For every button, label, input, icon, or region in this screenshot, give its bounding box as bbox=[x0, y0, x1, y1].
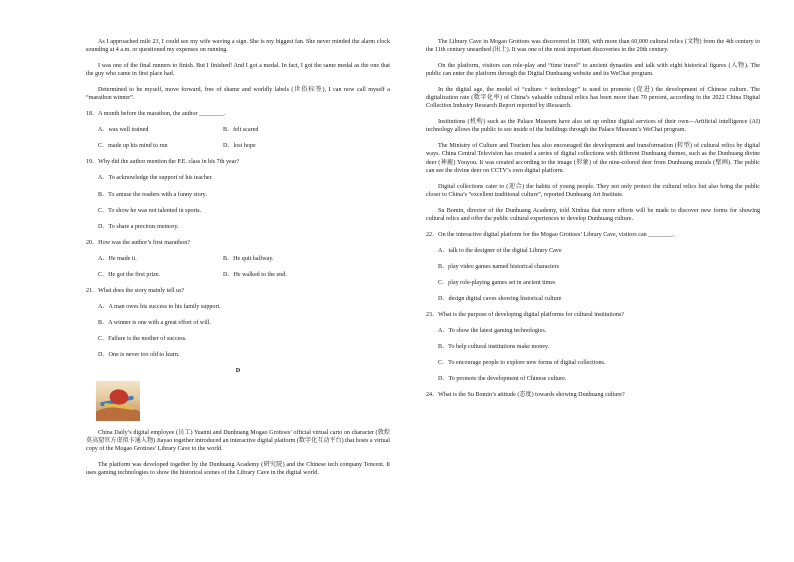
option-c: C．To encourage people to explore new forms of digital collections. bbox=[438, 360, 606, 367]
passage-paragraph: On the platform, visitors can role-play and “time travel” to ancient dynasties and talk with eight historical figures (人物). The public can enter the platform through the Digital Dunhuang website and its WeChat program. bbox=[426, 63, 760, 78]
option-c: C．play role-playing games set in ancient times bbox=[438, 279, 556, 286]
passage-paragraph: Determined to be myself, move forward, free of shame and worldly labels (世俗标签), I can now call myself a “marathon winner”. bbox=[86, 87, 390, 102]
question-22 bbox=[426, 231, 760, 303]
option-d: D．One is never too old to learn. bbox=[98, 351, 180, 358]
question-stem: 24．What is the Su Bomin’s attitude (态度) towards showing Dunhuang culture? bbox=[426, 392, 625, 399]
option-a: A．To show the latest gaming technologies. bbox=[438, 328, 547, 335]
option-d: D．lost hope bbox=[223, 143, 256, 150]
passage-paragraph: Digital collections cater to (迎合) the habits of young people. They not only protect the cultural relics but also bring the public closer to China’s “excellent traditional culture”, reported Dunhuang Art Institute. bbox=[426, 183, 760, 198]
option-b: B．felt scared bbox=[223, 127, 259, 134]
question-stem: 18．A month before the marathon, the author ________. bbox=[86, 111, 225, 118]
passage-paragraph: Institutions (机构) such as the Palace Museum have also set up online digital services of their own—Artificial intelligence (AI) technology allows the public to see inside of the buildings through the Palace Museum’s WeChat program. bbox=[426, 119, 760, 134]
option-c: C．He got the first prize. bbox=[98, 271, 161, 278]
passage-paragraph: The Library Cave in Mogao Grottoes was discovered in 1900, with more than 60,000 cultural relics (文物) from the 4th century to the 11th century unearthed (出土). It was one of the most important discoveries in the 20th century. bbox=[426, 39, 760, 54]
option-b: B．play video games named historical characters bbox=[438, 263, 559, 270]
option-a: A．was well trained bbox=[98, 127, 149, 134]
question-stem: 19．Why did the author mention the P.E. class in his 7th year? bbox=[86, 159, 240, 166]
question-18 bbox=[86, 110, 390, 150]
passage-paragraph: Su Bomin, director of the Dunhuang Academy, told Xinhua that more efforts will be made to discover new forms for showing cultural relics and offer the public cultural experiences to develop Dunhuang culture. bbox=[426, 207, 760, 222]
option-b: B．To amuse the readers with a funny story. bbox=[98, 191, 207, 198]
section-letter: D bbox=[235, 368, 241, 375]
passage-paragraph: The platform was developed together by the Dunhuang Academy (研究院) and the Chinese tech company Tencent. It uses gaming technologies to show the historical scenes of the Library Cave in the digital world. bbox=[86, 462, 390, 477]
question-stem: 21．What does the story mainly tell us? bbox=[86, 287, 185, 294]
question-stem: 20．How was the author’s first marathon? bbox=[86, 239, 190, 246]
right-column bbox=[426, 38, 760, 407]
option-row bbox=[98, 126, 390, 134]
option-d: D．To share a precious memory. bbox=[98, 223, 179, 230]
option-d: D．design digital caves showing historical culture bbox=[438, 295, 562, 302]
left-column bbox=[86, 38, 390, 485]
question-20 bbox=[86, 239, 390, 279]
question-21 bbox=[86, 287, 390, 359]
option-a: A．talk to the designer of the digital Library Cave bbox=[438, 247, 562, 254]
passage-paragraph: The Ministry of Culture and Tourism has also encouraged the development and transformation (转型) of cultural relics by digital ways. China Central Television has created a series of digital collections with different Dunhuang themes, such as the Dunhuang divine deer (神鹿) Youyou. It was created according to the image (形象) of the nine-colored deer from Dunhuang murals (壁画). The public can see the divine deer on CCTV’s own digital platform. bbox=[426, 143, 760, 174]
option-a: A．To acknowledge the support of his teacher. bbox=[98, 175, 213, 182]
question-stem: 23．What is the purpose of developing digital platforms for cultural institutions? bbox=[426, 312, 625, 319]
question-24 bbox=[426, 391, 760, 399]
option-row bbox=[98, 255, 390, 263]
option-d: D．To promote the development of Chinese culture. bbox=[438, 376, 567, 383]
option-c: C．Failure is the mother of success. bbox=[98, 335, 187, 342]
passage-paragraph: China Daily’s digital employee (员工) Yuanni and Dunhuang Mogao Grottoes’ official virtual carto on character (敦煌莫高窟官方虚拟卡通人物) Jiayao together introduced an interactive digital platform (数字化互动平台) that hosts a virtual copy of the Mogao Grottoes’ Library Cave to the world. bbox=[86, 430, 390, 453]
passage-paragraph: In the digital age, the model of “culture + technology” is used to promote (促进) the development of Chinese culture. The digitalization rate (数字化率) of China’s valuable cultural relics has been more than 70 percent, according to the 2022 China Digital Collection Industry Research Report reported by iResearch. bbox=[426, 87, 760, 110]
question-stem: 22．On the interactive digital platform for the Mogao Grottoes’ Library Cave, visitors can ________. bbox=[426, 231, 675, 238]
option-b: B．A winner is one with a great effort of will. bbox=[98, 319, 211, 326]
option-c: C．To show he was not talented in sports. bbox=[98, 207, 202, 214]
option-a: A．A man owes his success to his family support. bbox=[98, 303, 221, 310]
question-19 bbox=[86, 158, 390, 230]
option-b: B．He quit halfway. bbox=[223, 255, 274, 262]
passage-paragraph: As I approached mile 23, I could see my wife waving a sign. She is my biggest fan. She never minded the alarm clock sounding at 4 a.m. or questioned my expenses on running. bbox=[86, 39, 390, 54]
dunhuang-illustration bbox=[96, 381, 140, 421]
option-row bbox=[98, 271, 390, 279]
passage-paragraph: I was one of the final runners to finish. But I finished! And I got a medal. In fact, I got the same medal as the one that the guy who came in first place had. bbox=[86, 63, 390, 78]
option-a: A．He made it. bbox=[98, 255, 137, 262]
option-row bbox=[98, 142, 390, 150]
option-c: C．made up his mind to run bbox=[98, 143, 168, 150]
option-d: D．He walked to the end. bbox=[223, 271, 287, 278]
option-b: B．To help cultural institutions make money. bbox=[438, 344, 550, 351]
question-23 bbox=[426, 311, 760, 383]
